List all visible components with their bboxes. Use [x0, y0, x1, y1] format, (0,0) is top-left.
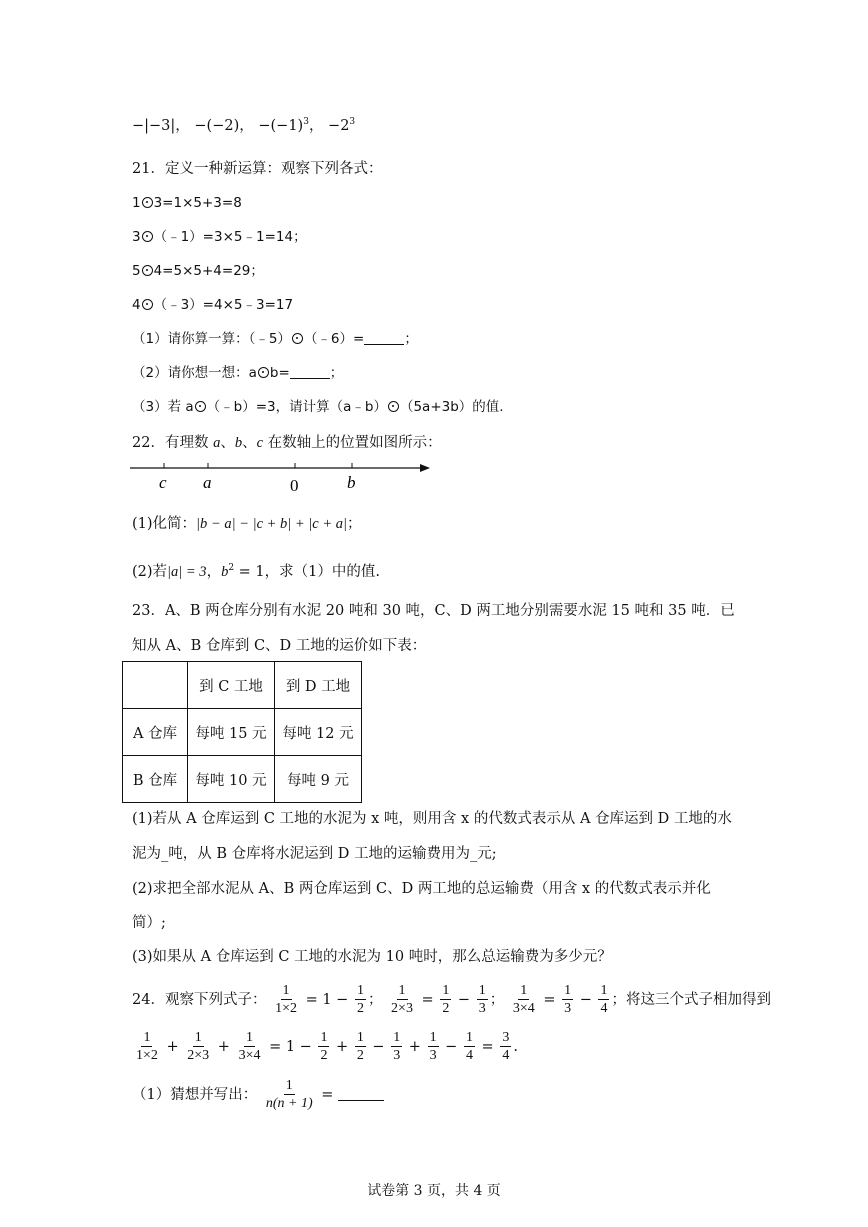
fraction: [134, 1030, 160, 1064]
q22p2-exp: 2: [228, 563, 235, 574]
table-header-cell: 到 D 工地: [275, 662, 362, 709]
odot-icon: [142, 197, 153, 208]
arrow-icon: [420, 464, 430, 472]
frac-num: 1: [518, 983, 529, 1000]
var-a: a: [213, 435, 221, 451]
frac-num: 1: [355, 983, 366, 1000]
odot-icon: [142, 231, 153, 242]
fraction: [391, 1030, 402, 1064]
fraction: [477, 983, 488, 1017]
q23-part-2-line-2: 简）;: [132, 915, 166, 931]
fraction: [318, 1030, 329, 1064]
q22p2-b: b: [221, 564, 229, 580]
ex1-right: 3=1×5+3=8: [153, 195, 242, 211]
expr-power2-base: −2: [328, 118, 350, 134]
frac-num: 1: [318, 1030, 329, 1047]
frac-num: 1: [428, 1030, 439, 1047]
q22-title-b: 在数轴上的位置如图所示：: [263, 435, 442, 451]
table-cell: B 仓库: [123, 756, 188, 803]
q24-sum-line: $\frac{1}{1\times 2}$ + $\frac{1}{2\times 3}$ + $\frac{1}{3\times 4}$ = 1 − $\frac{1}{2}$ + $\frac{1}{2}$ − $\frac{1}{3}$ + $\frac{1}{3}$ − $\frac{1}{4}$ = $\frac{3}{4}$ .: [136, 1030, 518, 1064]
q24p1-eq: =: [316, 1086, 338, 1103]
fraction: [389, 983, 415, 1017]
expr-power-base: −(−1): [258, 118, 304, 134]
frac-den: 3×4: [238, 1048, 261, 1064]
q22p2-mid: ，: [206, 564, 222, 580]
table-cell: 每吨 10 元: [188, 756, 275, 803]
frac-den: 3×4: [512, 1001, 535, 1017]
page-footer: 试卷第 3 页，共 4 页: [367, 1183, 501, 1199]
label-b: b: [347, 473, 356, 492]
frac-den: 4: [465, 1048, 473, 1064]
frac-num: 1: [397, 983, 408, 1000]
q22p1-expr: |b − a| − |c + b| + |c + a|: [196, 516, 348, 532]
ex2-right: （﹣1）=3×5﹣1=14；: [153, 229, 307, 245]
label-zero: 0: [290, 476, 299, 495]
answer-blank[interactable]: [364, 343, 404, 345]
frac-num: 1: [281, 983, 292, 1000]
frac-num: 1: [464, 1030, 475, 1047]
q22-title: [132, 434, 442, 452]
q21-part-3: [132, 399, 504, 416]
q24-sep: ；: [367, 991, 383, 1008]
q23-part-1-line-2: 泥为_吨，从 B 仓库将水泥运到 D 工地的运输费用为_元;: [132, 846, 497, 862]
q21p2-a: （2）请你想一想：a: [132, 365, 257, 381]
q21-title: 21．定义一种新运算：观察下列各式：: [132, 161, 383, 177]
fraction: [355, 983, 366, 1017]
table-header-row: [123, 662, 362, 709]
q23-line-2: 知从 A、B 仓库到 C、D 工地的运价如下表：: [132, 638, 427, 654]
q24-observe-line: 24．观察下列式子： $\frac{1}{1\times 2}$ = 1 − $\frac{1}{2}$ ； $\frac{1}{2\times 3}$ = $\frac{1}{2}$ − $\frac{1}{3}$ ； $\frac{1}{3\times 4}$ = $\frac{1}{3}$ − $\frac{1}{4}$ ；将这三个式子相加得到: [132, 983, 771, 1017]
frac-num: 1: [562, 983, 573, 1000]
q23-part-2-line-1: (2)求把全部水泥从 A、B 两仓库运到 C、D 两工地的总运输费（用含 x 的代数式表示并化: [132, 881, 711, 897]
ex2-left: 3: [132, 229, 141, 245]
q22-part-1: [132, 515, 362, 533]
frac-den: 2: [356, 1048, 364, 1064]
q22p2-expr1: |a| = 3: [167, 564, 207, 580]
eq-one-minus: = 1 −: [300, 991, 353, 1008]
price-table: [122, 661, 362, 803]
fraction: [237, 1030, 263, 1064]
ex4-left: 4: [132, 297, 141, 313]
frac-num: 1: [141, 1030, 152, 1047]
q21-part-2: [132, 365, 343, 382]
ex1-left: 1: [132, 195, 141, 211]
fraction: [428, 1030, 439, 1064]
odot-icon: [388, 401, 399, 412]
frac-den: 1×2: [136, 1048, 158, 1064]
q24-tail: ；将这三个式子相加得到: [611, 991, 771, 1008]
odot-icon: [258, 367, 269, 378]
table-cell: 每吨 15 元: [188, 709, 275, 756]
frac-den: 3: [564, 1001, 572, 1017]
q24-title: 24．观察下列式子：: [132, 991, 267, 1008]
frac-den: 3: [429, 1048, 437, 1064]
q21p3-a: （3）若 a: [132, 399, 194, 415]
answer-blank[interactable]: [290, 377, 330, 379]
odot-icon: [292, 333, 303, 344]
q22p2-suffix: ，求（1）中的值.: [264, 564, 380, 580]
frac-den: 3: [393, 1048, 401, 1064]
q21-example-3: [132, 263, 264, 280]
expr-power: [258, 118, 323, 134]
table-cell: 每吨 9 元: [275, 756, 362, 803]
table-header-cell: 到 C 工地: [188, 662, 275, 709]
q22-title-a: 22．有理数: [132, 435, 214, 451]
var-c: c: [256, 435, 263, 451]
q22-sep: 、: [242, 435, 257, 451]
q22p1-suffix: ；: [347, 516, 362, 532]
table-cell: A 仓库: [123, 709, 188, 756]
frac-num: 1: [440, 983, 451, 1000]
frac-den: 4: [600, 1001, 608, 1017]
q21p1-c: ；: [404, 331, 418, 347]
fraction: [273, 983, 299, 1017]
frac-num: 1: [244, 1030, 255, 1047]
q24-part-1: [132, 1078, 384, 1112]
frac-num: 1: [477, 983, 488, 1000]
frac-num: 1: [193, 1030, 204, 1047]
odot-icon: [195, 401, 206, 412]
q22-sep: 、: [220, 435, 235, 451]
q24-sep: ；: [489, 991, 505, 1008]
q21p2-c: ；: [329, 365, 344, 381]
q21p1-a: （1）请你算一算：（﹣5）: [132, 331, 291, 347]
q21-example-4: [132, 297, 293, 314]
q21p3-b: （﹣b）=3，请计算（a﹣b）: [206, 399, 387, 415]
q21p3-c: （5a+3b）的值.: [399, 399, 504, 415]
fraction: [598, 983, 609, 1017]
q21-example-1: [132, 195, 242, 212]
fraction: [500, 1030, 511, 1064]
frac-num: 3: [500, 1030, 511, 1047]
q21p2-b: b=: [269, 365, 290, 381]
fraction: [464, 1030, 475, 1064]
expr-abs: −|−3|，: [132, 118, 190, 134]
odot-icon: [142, 265, 153, 276]
fraction: [355, 1030, 366, 1064]
q23-part-3: (3)如果从 A 仓库运到 C 工地的水泥为 10 吨时，那么总运输费为多少元？: [132, 949, 612, 965]
frac-den: 2×3: [391, 1001, 413, 1017]
q23-part-1-line-1: (1)若从 A 仓库运到 C 工地的水泥为 x 吨，则用含 x 的代数式表示从 A 仓库运到 D 工地的水: [132, 811, 732, 827]
answer-blank[interactable]: [338, 1099, 384, 1101]
frac-den: 3: [478, 1001, 486, 1017]
table-header-cell: [123, 662, 188, 709]
ex4-right: （﹣3）=4×5﹣3=17: [153, 297, 294, 313]
ex3-right: 4=5×5+4=29；: [153, 263, 264, 279]
q21-part-1: [132, 331, 418, 348]
frac-den: 1×2: [275, 1001, 297, 1017]
expr-sep: ，: [308, 118, 324, 134]
expr-neg: −(−2)，: [194, 118, 254, 134]
q21-example-2: [132, 229, 307, 246]
frac-num: 1: [284, 1078, 295, 1095]
q21p1-b: （﹣6）=: [303, 331, 365, 347]
frac-num: 1: [355, 1030, 366, 1047]
q24p1-label: （1）猜想并写出：: [132, 1086, 258, 1103]
label-c: c: [159, 473, 167, 492]
label-a: a: [203, 473, 212, 492]
q22-part-2: [132, 563, 380, 581]
q22p2-prefix: (2)若: [132, 564, 168, 580]
q22p1-prefix: (1)化简：: [132, 516, 197, 532]
fraction: [440, 983, 451, 1017]
var-b: b: [234, 435, 243, 451]
q22p2-eq: = 1: [234, 564, 265, 580]
expr-power2: [328, 118, 355, 134]
fraction: [185, 1030, 211, 1064]
frac-den: 2×3: [187, 1048, 210, 1064]
frac-num: 1: [598, 983, 609, 1000]
fraction: [264, 1078, 315, 1112]
table-row: [123, 756, 362, 803]
frac-den: 4: [502, 1048, 510, 1064]
table-row: [123, 709, 362, 756]
frac-den: 2: [356, 1001, 364, 1017]
frac-num: 1: [391, 1030, 402, 1047]
frac-den: n(n + 1): [265, 1096, 313, 1112]
frac-den: 2: [442, 1001, 450, 1017]
expr-power2-exp: 3: [349, 117, 356, 128]
fraction: [562, 983, 573, 1017]
expression-list: [132, 117, 355, 135]
fraction: [511, 983, 537, 1017]
number-line: [128, 458, 438, 498]
table-cell: 每吨 12 元: [275, 709, 362, 756]
expr-power-exp: 3: [303, 117, 309, 128]
odot-icon: [142, 299, 153, 310]
q23-line-1: 23．A、B 两仓库分别有水泥 20 吨和 30 吨，C、D 两工地分别需要水泥 15 吨和 35 吨．已: [132, 603, 735, 619]
ex3-left: 5: [132, 263, 141, 279]
frac-den: 2: [320, 1048, 328, 1064]
